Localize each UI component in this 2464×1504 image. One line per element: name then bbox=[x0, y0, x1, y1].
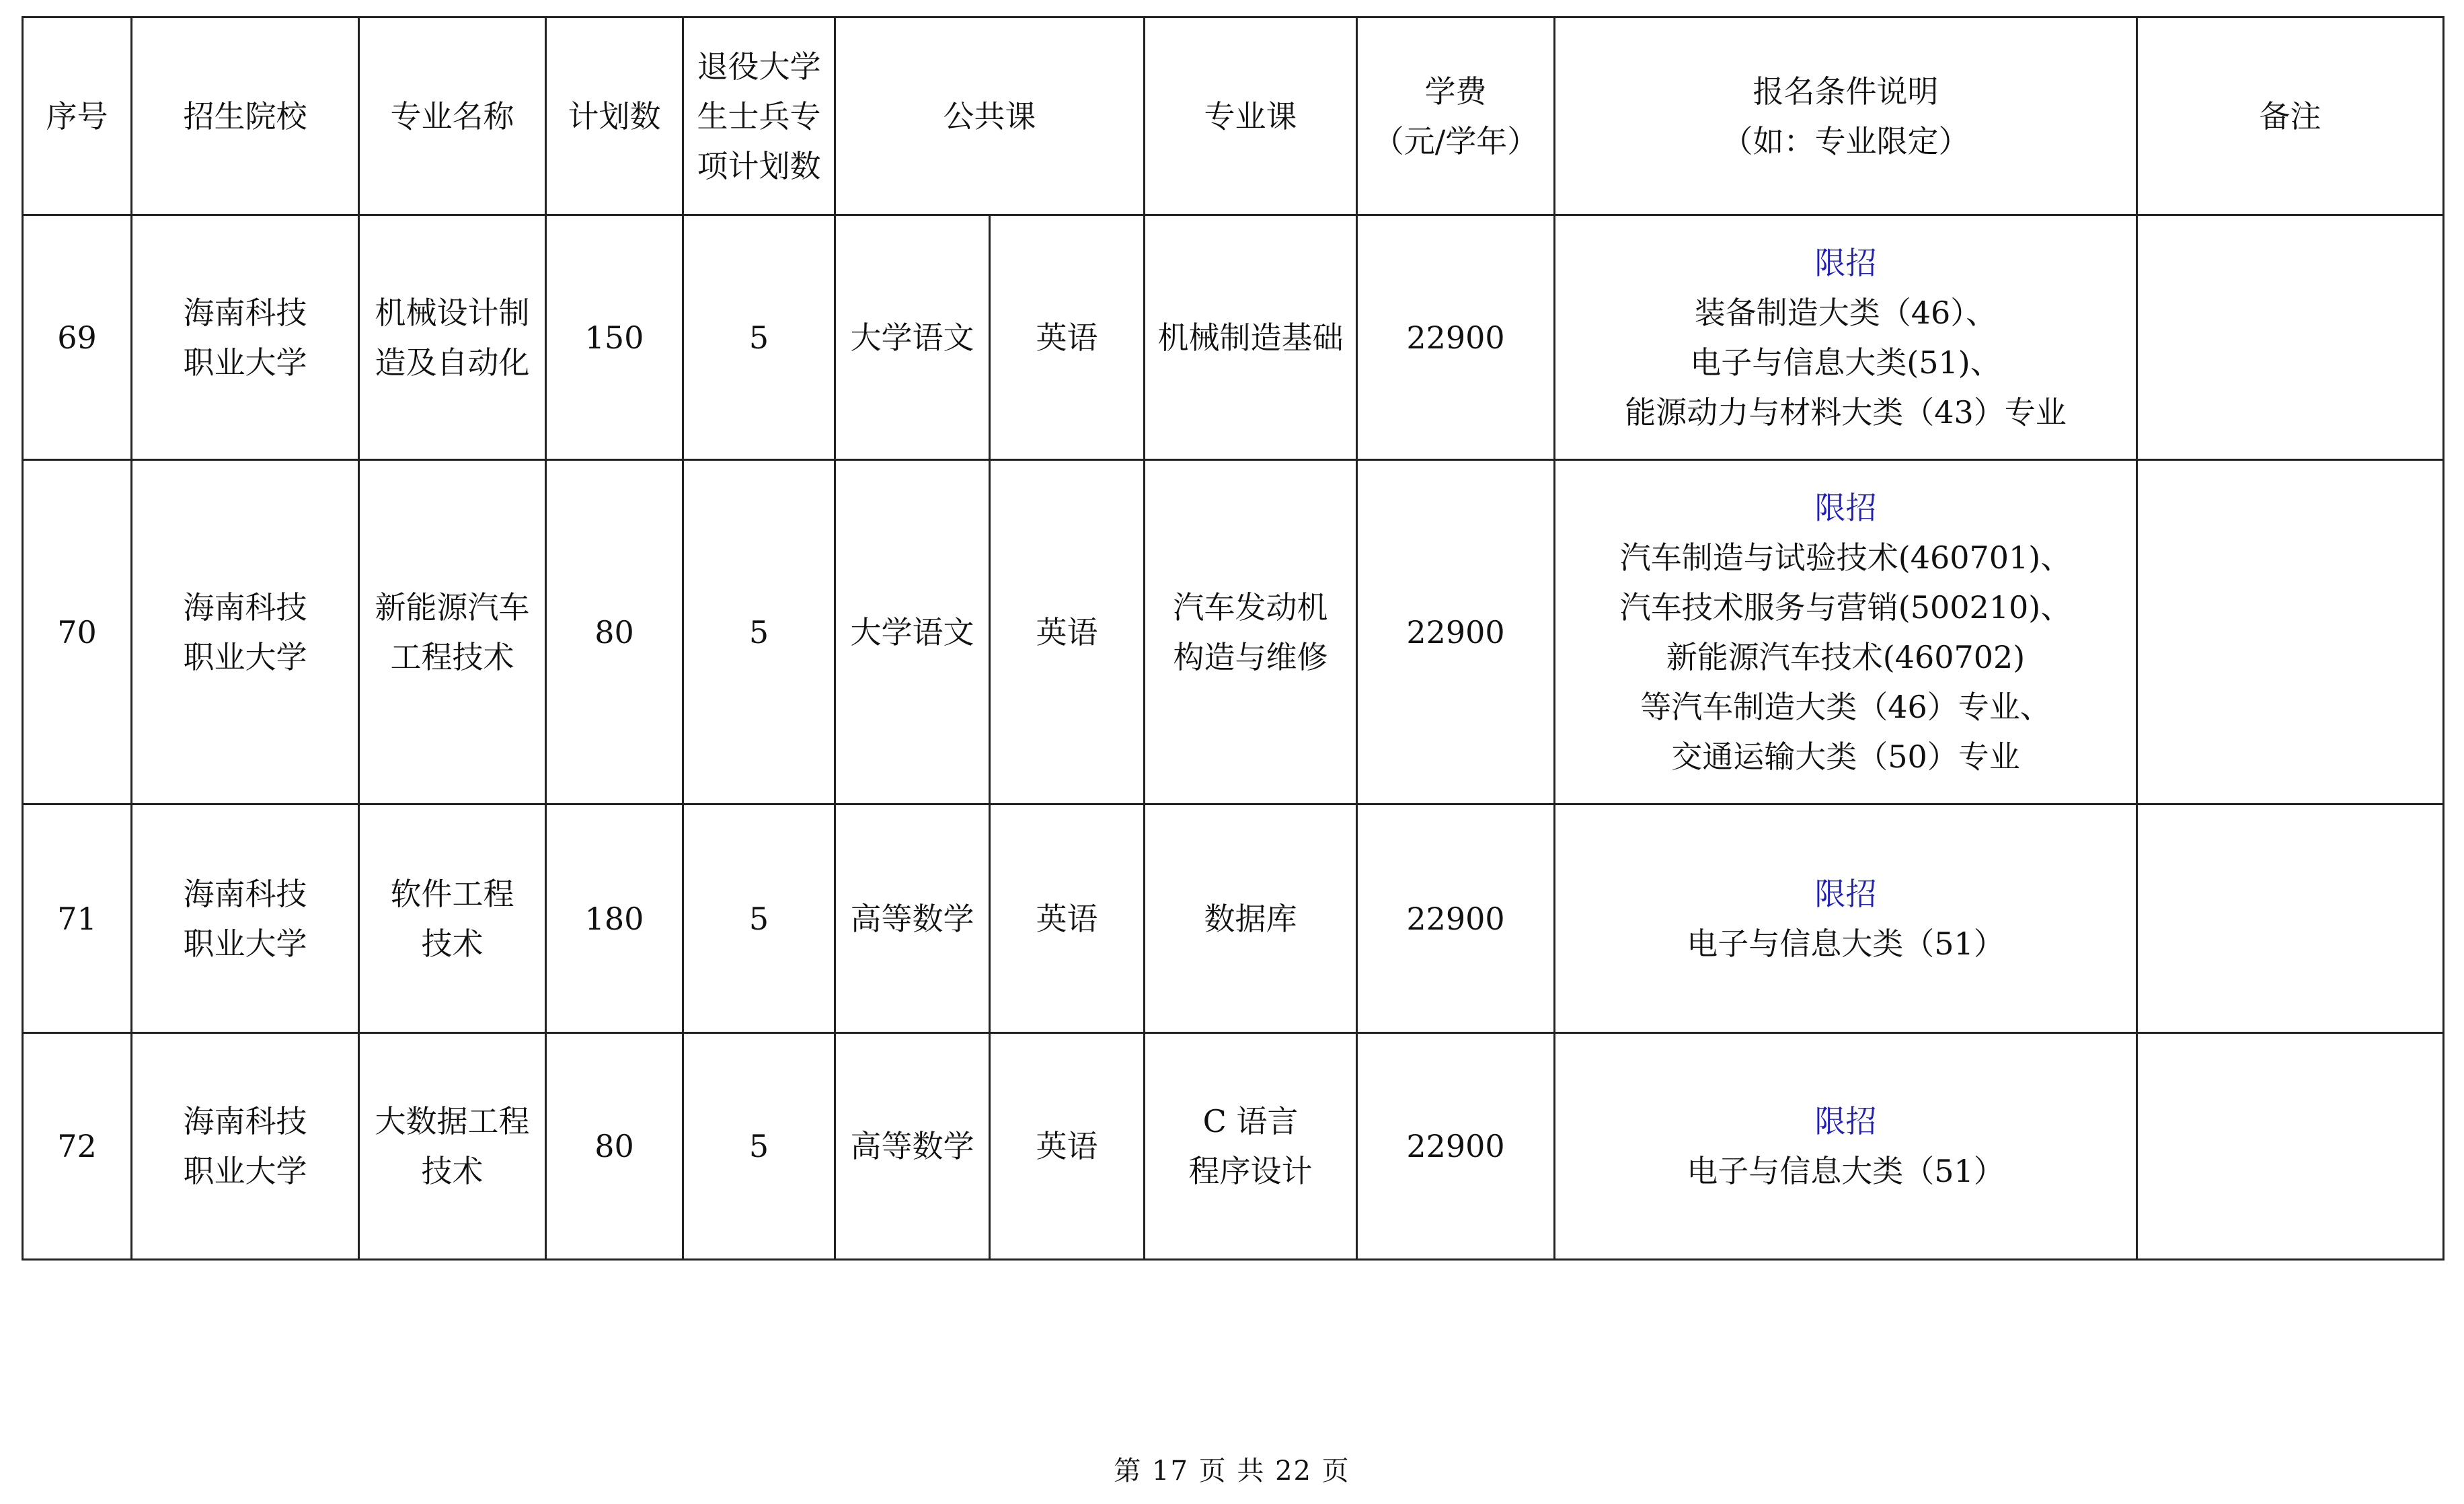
cell-major-course-line: C 语言 bbox=[1202, 1103, 1299, 1139]
cell-veteran: 5 bbox=[683, 1033, 835, 1260]
cell-notes bbox=[2137, 804, 2444, 1033]
cell-veteran: 5 bbox=[683, 215, 835, 460]
cell-major-course-line: 机械制造基础 bbox=[1157, 319, 1344, 356]
header-conditions bbox=[1555, 17, 2137, 215]
cell-tuition: 22900 bbox=[1357, 1033, 1555, 1260]
page-number-footer: 第 17 页 共 22 页 bbox=[1114, 1456, 1350, 1487]
table-row bbox=[23, 804, 2444, 1033]
condition-line: 新能源汽车技术(460702) bbox=[1666, 638, 2026, 675]
condition-line: 装备制造大类（46）、 bbox=[1694, 294, 1997, 331]
cell-major bbox=[359, 460, 546, 804]
cell-plan: 150 bbox=[546, 215, 683, 460]
cell-major-course bbox=[1145, 1033, 1357, 1260]
condition-line: 能源动力与材料大类（43）专业 bbox=[1625, 393, 2067, 430]
cell-major-line: 技术 bbox=[421, 925, 484, 962]
condition-line: 电子与信息大类（51） bbox=[1687, 1153, 2005, 1189]
cell-conditions bbox=[1555, 804, 2137, 1033]
cell-major bbox=[359, 1033, 546, 1260]
header-tuition-line: （元/学年） bbox=[1373, 122, 1539, 159]
condition-line: 电子与信息大类(51)、 bbox=[1690, 344, 2001, 381]
condition-line: 汽车技术服务与营销(500210)、 bbox=[1619, 589, 2072, 626]
cell-major-course bbox=[1145, 460, 1357, 804]
cell-seq: 69 bbox=[23, 215, 132, 460]
header-public-course: 公共课 bbox=[835, 17, 1145, 215]
header-veteran-line: 退役大学 bbox=[697, 48, 821, 85]
cell-major-course-line: 构造与维修 bbox=[1173, 638, 1328, 675]
cell-tuition: 22900 bbox=[1357, 804, 1555, 1033]
table-row bbox=[23, 1033, 2444, 1260]
cell-tuition: 22900 bbox=[1357, 460, 1555, 804]
header-major-course: 专业课 bbox=[1145, 17, 1357, 215]
header-seq: 序号 bbox=[23, 17, 132, 215]
cell-school bbox=[132, 1033, 359, 1260]
cell-seq: 71 bbox=[23, 804, 132, 1033]
cell-major-line: 造及自动化 bbox=[375, 344, 530, 381]
cell-school-line: 海南科技 bbox=[183, 294, 307, 331]
cell-major bbox=[359, 804, 546, 1033]
cell-public-course-2: 英语 bbox=[990, 460, 1145, 804]
cell-plan: 180 bbox=[546, 804, 683, 1033]
header-tuition bbox=[1357, 17, 1555, 215]
cell-major-course bbox=[1145, 804, 1357, 1033]
header-notes: 备注 bbox=[2137, 17, 2444, 215]
cell-public-course-1: 高等数学 bbox=[835, 804, 990, 1033]
condition-line: 交通运输大类（50）专业 bbox=[1671, 738, 2020, 775]
cell-public-course-1: 高等数学 bbox=[835, 1033, 990, 1260]
cell-major-course bbox=[1145, 215, 1357, 460]
cell-major-course-line: 程序设计 bbox=[1188, 1153, 1313, 1189]
cell-school-line: 海南科技 bbox=[183, 589, 307, 626]
cell-seq: 72 bbox=[23, 1033, 132, 1260]
header-veteran-plan bbox=[683, 17, 835, 215]
header-veteran-line: 生士兵专 bbox=[697, 98, 821, 135]
cell-conditions bbox=[1555, 1033, 2137, 1260]
cell-major-course-line: 数据库 bbox=[1204, 900, 1297, 937]
cell-major-line: 新能源汽车 bbox=[375, 589, 530, 626]
cell-major-line: 软件工程 bbox=[390, 875, 514, 912]
cell-school-line: 海南科技 bbox=[183, 1103, 307, 1139]
header-tuition-line: 学费 bbox=[1424, 73, 1487, 110]
limit-label: 限招 bbox=[1814, 875, 1877, 912]
limit-label: 限招 bbox=[1814, 1103, 1877, 1139]
cell-veteran: 5 bbox=[683, 460, 835, 804]
cell-veteran: 5 bbox=[683, 804, 835, 1033]
header-school: 招生院校 bbox=[132, 17, 359, 215]
cell-school-line: 职业大学 bbox=[183, 344, 307, 381]
cell-public-course-2: 英语 bbox=[990, 804, 1145, 1033]
cell-major-line: 技术 bbox=[421, 1153, 484, 1189]
header-conditions-line: 报名条件说明 bbox=[1753, 73, 1939, 110]
cell-conditions bbox=[1555, 215, 2137, 460]
cell-school bbox=[132, 460, 359, 804]
limit-label: 限招 bbox=[1814, 244, 1877, 281]
limit-label: 限招 bbox=[1814, 489, 1877, 526]
header-row bbox=[23, 17, 2444, 215]
cell-public-course-1: 大学语文 bbox=[835, 215, 990, 460]
cell-major-line: 工程技术 bbox=[390, 638, 514, 675]
cell-tuition: 22900 bbox=[1357, 215, 1555, 460]
cell-public-course-2: 英语 bbox=[990, 215, 1145, 460]
cell-public-course-1: 大学语文 bbox=[835, 460, 990, 804]
table-row bbox=[23, 215, 2444, 460]
cell-school-line: 职业大学 bbox=[183, 638, 307, 675]
cell-school-line: 海南科技 bbox=[183, 875, 307, 912]
cell-school-line: 职业大学 bbox=[183, 1153, 307, 1189]
header-major: 专业名称 bbox=[359, 17, 546, 215]
cell-plan: 80 bbox=[546, 460, 683, 804]
header-conditions-line: （如：专业限定） bbox=[1722, 122, 1970, 159]
table-body bbox=[23, 17, 2444, 1260]
cell-school bbox=[132, 215, 359, 460]
cell-notes bbox=[2137, 215, 2444, 460]
cell-conditions bbox=[1555, 460, 2137, 804]
cell-seq: 70 bbox=[23, 460, 132, 804]
cell-major-line: 大数据工程 bbox=[375, 1103, 530, 1139]
condition-line: 电子与信息大类（51） bbox=[1687, 925, 2005, 962]
cell-public-course-2: 英语 bbox=[990, 1033, 1145, 1260]
cell-major-line: 机械设计制 bbox=[375, 294, 530, 331]
cell-major-course-line: 汽车发动机 bbox=[1173, 589, 1328, 626]
cell-notes bbox=[2137, 460, 2444, 804]
condition-line: 汽车制造与试验技术(460701)、 bbox=[1619, 539, 2072, 576]
header-veteran-line: 项计划数 bbox=[697, 147, 821, 184]
condition-line: 等汽车制造大类（46）专业、 bbox=[1640, 688, 2051, 725]
enrollment-table bbox=[22, 16, 2444, 1261]
table-row bbox=[23, 460, 2444, 804]
cell-school bbox=[132, 804, 359, 1033]
cell-school-line: 职业大学 bbox=[183, 925, 307, 962]
cell-major bbox=[359, 215, 546, 460]
cell-plan: 80 bbox=[546, 1033, 683, 1260]
cell-notes bbox=[2137, 1033, 2444, 1260]
header-plan: 计划数 bbox=[546, 17, 683, 215]
